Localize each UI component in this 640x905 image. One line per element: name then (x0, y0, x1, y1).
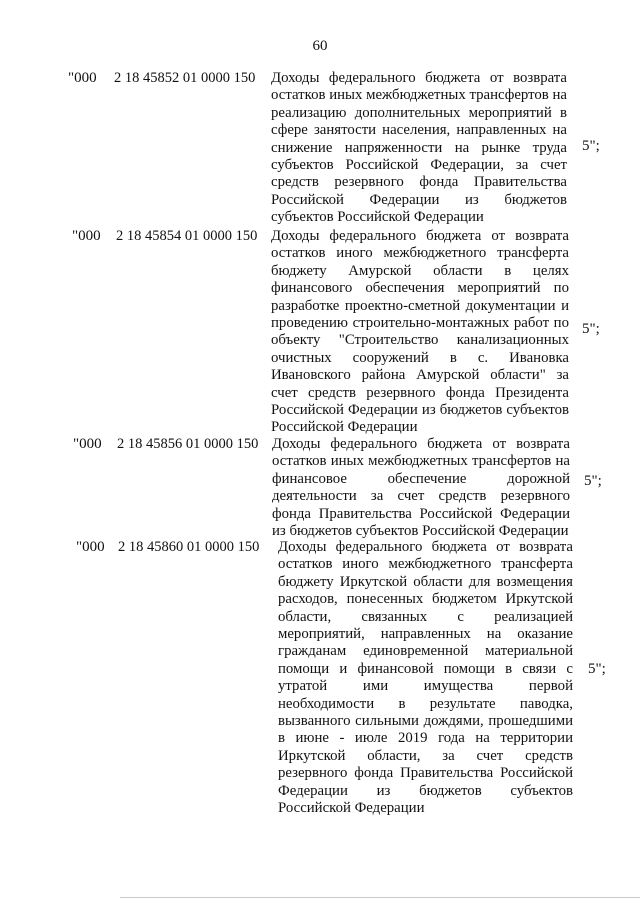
rate-value: 5"; (582, 138, 600, 154)
admin-code: "000 (72, 228, 101, 244)
budget-code: 2 18 45860 01 0000 150 (118, 539, 260, 555)
budget-code: 2 18 45856 01 0000 150 (117, 436, 259, 452)
income-description: Доходы федерального бюджета от возврата остатков иного межбюджетного трансферта бюджету Амурской области в целях финансового обеспечения мероприятий по разработке проектно-сметной документации и проведению строительно-монтажных работ по объекту "Строительство канализационных очистных сооружений в с. Ивановка Ивановского района Амурской области" за счет средств резервного фонда Президента Российской Федерации из бюджетов субъектов Российской Федерации (271, 228, 569, 436)
income-description: Доходы федерального бюджета от возврата остатков иных межбюджетных трансфертов на финансовое обеспечение дорожной деятельности за счет средств резервного фонда Правительства Российской Федерации из бюджетов субъектов Российской Федерации (272, 436, 570, 540)
rate-value: 5"; (588, 661, 606, 677)
budget-code: 2 18 45852 01 0000 150 (114, 70, 256, 86)
rate-value: 5"; (582, 321, 600, 337)
rate-value: 5"; (584, 473, 602, 489)
admin-code: "000 (76, 539, 105, 555)
budget-code: 2 18 45854 01 0000 150 (116, 228, 258, 244)
income-description: Доходы федерального бюджета от возврата остатков иных межбюджетных трансфертов на реализацию дополнительных мероприятий в сфере занятости населения, направленных на снижение напряженности на рынке труда субъектов Российской Федерации, за счет средств резервного фонда Правительства Российской Федерации из бюджетов субъектов Российской Федерации (271, 70, 567, 226)
admin-code: "000 (68, 70, 97, 86)
scan-edge-line (120, 897, 640, 898)
page-number: 60 (312, 38, 328, 54)
admin-code: "000 (73, 436, 102, 452)
income-description: Доходы федерального бюджета от возврата остатков иного межбюджетного трансферта бюджету Иркутской области для возмещения расходов, понесенных бюджетом Иркутской области, связанных с реализацией мероприятий, направленных на оказание гражданам единовременной материальной помощи и финансовой помощи в связи с утратой ими имущества первой необходимости в результате паводка, вызванного сильными дождями, прошедшими в июне - июле 2019 года на территории Иркутской области, за счет средств резервного фонда Правительства Российской Федерации из бюджетов субъектов Российской Федерации (278, 539, 573, 817)
